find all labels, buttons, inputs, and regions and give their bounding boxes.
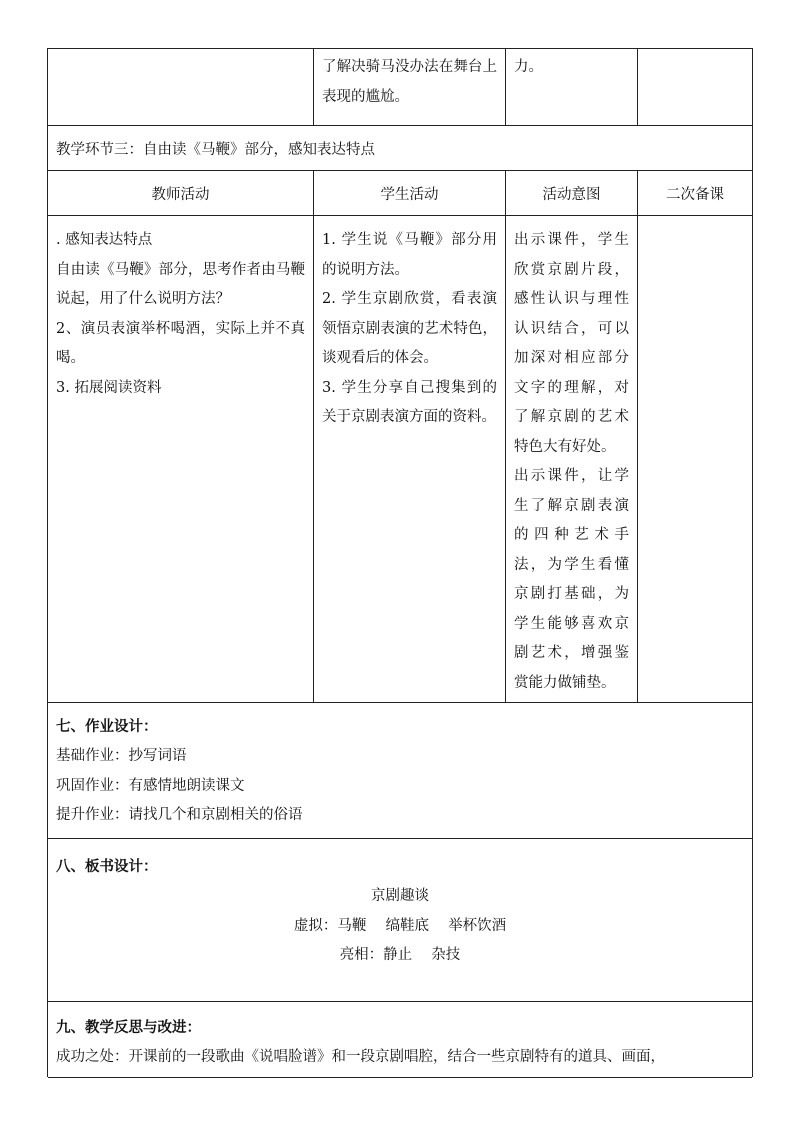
teacher-line: 2、演员表演举杯喝酒，实际上并不真喝。 [56, 320, 305, 366]
student-activity-text: 了解决骑马没办法在舞台上表现的尴尬。 [322, 59, 497, 105]
second-prep-cell [638, 216, 752, 702]
reflection-text: 成功之处：开课前的一段歌曲《说唱脸谱》和一段京剧唱腔，结合一些京剧特有的道具、画面， [56, 1049, 665, 1065]
table-header-row [48, 171, 752, 216]
student-line: 2. 学生京剧欣赏，看表演领悟京剧表演的艺术特色，谈观看后的体会。 [322, 291, 497, 366]
student-line: 1. 学生说《马鞭》部分用的说明方法。 [322, 232, 497, 278]
student-line: 3. 学生分享自己搜集到的关于京剧表演方面的资料。 [322, 379, 497, 425]
header-teacher: 教师活动 [48, 171, 314, 215]
lesson-plan-table [47, 48, 753, 1077]
reflection-section [48, 1002, 752, 1078]
intent-text: 力。 [514, 59, 543, 75]
homework-item: 基础作业：抄写词语 [56, 748, 187, 764]
board-cell [48, 839, 752, 1001]
homework-title: 七、作业设计： [56, 719, 158, 735]
activity-intent-cell [506, 216, 638, 702]
header-second: 二次备课 [666, 186, 724, 203]
second-prep-cell [638, 49, 752, 125]
intent-line: 出示课件，学生欣赏京剧片段，感性认识与理性认识结合，可以加深对相应部分文字的理解，对了解京剧的艺术特色大有好处。 [514, 232, 629, 455]
teacher-line: 3. 拓展阅读资料 [56, 379, 162, 396]
homework-cell [48, 703, 752, 838]
student-activity-cell [314, 216, 506, 702]
board-line: 虚拟：马鞭 缟鞋底 举杯饮酒 [293, 917, 507, 934]
teacher-activity-cell [48, 216, 314, 702]
board-line: 亮相：静止 杂技 [339, 947, 461, 963]
homework-item: 巩固作业：有感情地朗读课文 [56, 777, 245, 794]
activity-row [48, 216, 752, 703]
reflection-title: 九、教学反思与改进： [56, 1020, 201, 1036]
teacher-line: . 感知表达特点 [56, 232, 153, 248]
board-line: 京剧趣谈 [371, 888, 429, 904]
board-title: 八、板书设计： [56, 859, 158, 875]
header-intent: 活动意图 [506, 171, 638, 215]
homework-section [48, 703, 752, 839]
homework-item: 提升作业：请找几个和京剧相关的俗语 [56, 807, 303, 823]
board-section [48, 839, 752, 1002]
continuation-row [48, 49, 752, 126]
stage-title: 教学环节三：自由读《马鞭》部分，感知表达特点 [56, 142, 375, 158]
teacher-line: 自由读《马鞭》部分，思考作者由马鞭说起，用了什么说明方法？ [56, 261, 305, 307]
teacher-cell [48, 49, 314, 125]
stage-row [48, 126, 752, 171]
intent-line: 出示课件，让学生了解京剧表演的四种艺术手法，为学生看懂京剧打基础，为学生能够喜欢京剧艺术，增强鉴赏能力做铺垫。 [514, 468, 629, 691]
student-cell [314, 49, 506, 125]
header-student: 学生活动 [314, 171, 506, 215]
reflection-cell [48, 1002, 752, 1077]
intent-cell [506, 49, 638, 125]
